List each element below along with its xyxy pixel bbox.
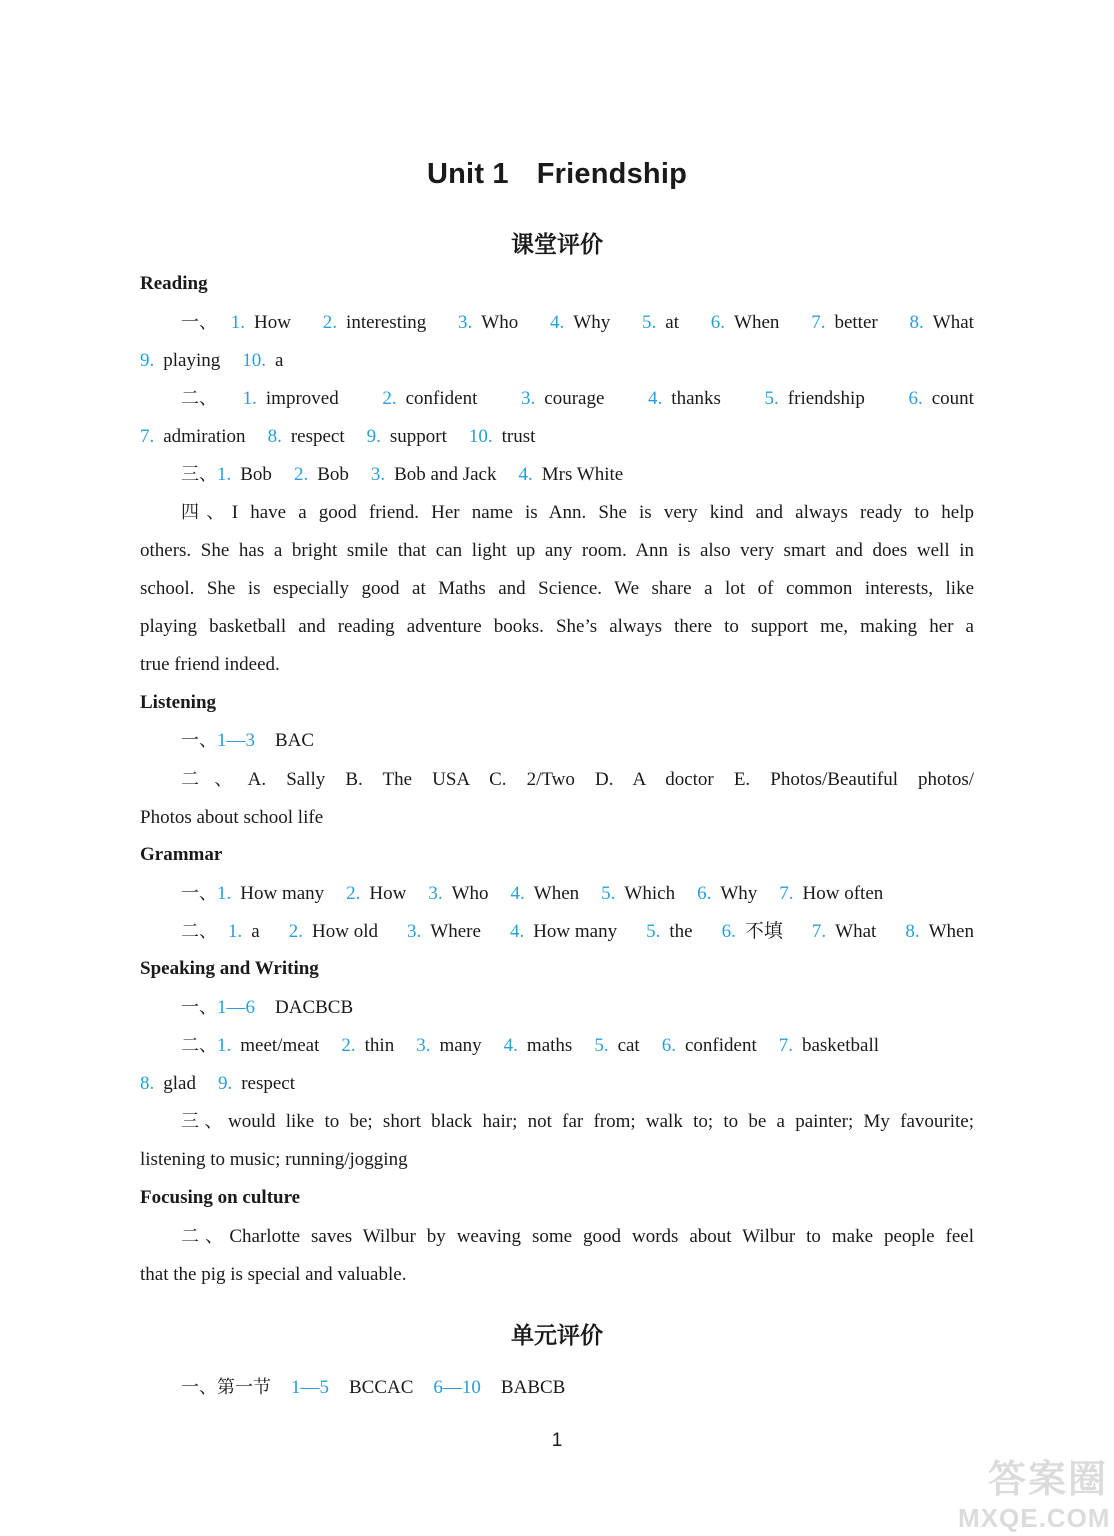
answer-text: Bob bbox=[317, 464, 349, 485]
answer-item bbox=[294, 463, 349, 487]
answer-item bbox=[648, 387, 721, 411]
heading-culture: Focusing on culture bbox=[140, 1187, 301, 1208]
speaking-p2-row2 bbox=[140, 1072, 974, 1096]
answer-text: cat bbox=[617, 1035, 640, 1056]
answer-number: 6 . bbox=[697, 883, 711, 904]
answer-item bbox=[908, 387, 973, 411]
answer-number: 4 . bbox=[511, 883, 525, 904]
answer-text: thanks bbox=[671, 388, 721, 409]
reading-p4-line4: playing basketball and reading adventure books. She’s always there to support me, making her a bbox=[140, 616, 974, 637]
answer-number: 1 . bbox=[217, 1035, 231, 1056]
unit-eval-p1: 一、第一节 1—5 BCCAC 6—10 BABCB bbox=[181, 1377, 566, 1398]
answer-number: 5 . bbox=[642, 312, 656, 333]
answer-text: Which bbox=[624, 883, 676, 904]
answer-item bbox=[779, 1034, 879, 1058]
answer-number: 9 . bbox=[367, 426, 381, 447]
answer-text: a bbox=[251, 921, 260, 942]
answer-text: When bbox=[533, 883, 580, 904]
answer-item bbox=[765, 387, 865, 411]
answer-text: Bob bbox=[240, 464, 272, 485]
answer-number: 8 . bbox=[905, 921, 919, 942]
answer-number: 3 . bbox=[458, 312, 472, 333]
answer-item bbox=[697, 882, 757, 906]
answer-item bbox=[646, 920, 692, 944]
answer-item bbox=[268, 425, 345, 449]
answer-item bbox=[521, 387, 604, 411]
answer-text: meet/meat bbox=[240, 1035, 320, 1056]
answer-item bbox=[242, 349, 283, 373]
answer-number: 5 . bbox=[601, 883, 615, 904]
answer-number: 8 . bbox=[268, 426, 282, 447]
answer-item bbox=[140, 349, 220, 373]
answer-text: improved bbox=[265, 388, 339, 409]
answer-item bbox=[140, 1072, 196, 1096]
answer-item bbox=[243, 387, 339, 411]
answer-number: 7 . bbox=[140, 426, 154, 447]
answer-item bbox=[217, 1034, 319, 1058]
reading-p1-row2 bbox=[140, 349, 974, 373]
answer-item bbox=[722, 920, 783, 944]
answer-number: 8 . bbox=[140, 1073, 154, 1094]
answer-text: How often bbox=[802, 883, 884, 904]
answer-number: 6 . bbox=[711, 312, 725, 333]
answer-item bbox=[217, 882, 324, 906]
answer-number: 4 . bbox=[504, 1035, 518, 1056]
answer-text: friendship bbox=[787, 388, 865, 409]
answer-text: support bbox=[389, 426, 447, 447]
speaking-p3-line1: 三、would like to be; short black hair; not far from; walk to; to be a painter; My favourite; bbox=[181, 1111, 974, 1132]
answer-number: 7 . bbox=[812, 921, 826, 942]
reading-p3-row1: 三、1 . Bob 2 . Bob 3 . Bob and Jack 4 . Mrs White bbox=[181, 463, 974, 487]
answer-number: 3 . bbox=[521, 388, 535, 409]
answer-text: admiration bbox=[163, 426, 246, 447]
reading-p2-row1: 二、 1 . improved 2 . confident 3 . courage 4 . thanks 5 . friendship 6 . count bbox=[181, 387, 974, 411]
answer-item bbox=[346, 882, 406, 906]
answer-number: 9 . bbox=[140, 350, 154, 371]
answer-item bbox=[218, 1072, 295, 1096]
answer-number: 10 . bbox=[469, 426, 493, 447]
answer-number: 3 . bbox=[428, 883, 442, 904]
answer-item bbox=[550, 311, 610, 335]
answer-number: 1 . bbox=[231, 312, 245, 333]
answer-number: 4 . bbox=[519, 464, 533, 485]
answer-text: Bob and Jack bbox=[394, 464, 497, 485]
answer-number: 2 . bbox=[346, 883, 360, 904]
answer-number: 4 . bbox=[648, 388, 662, 409]
answer-text: respect bbox=[290, 426, 345, 447]
answer-item bbox=[382, 387, 477, 411]
answer-number: 7 . bbox=[779, 883, 793, 904]
section-title-unit-eval: 单元评价 bbox=[511, 1323, 603, 1349]
answer-item bbox=[416, 1034, 481, 1058]
answer-item bbox=[779, 882, 883, 906]
answer-text: What bbox=[932, 312, 974, 333]
watermark-url: MXQE.COM bbox=[958, 1503, 1111, 1533]
answer-number: 3 . bbox=[416, 1035, 430, 1056]
culture-p2-line2: that the pig is special and valuable. bbox=[140, 1264, 407, 1285]
speaking-p2-row1: 二、1 . meet/meat 2 . thin 3 . many 4 . maths 5 . cat 6 . confident 7 . basketball bbox=[181, 1034, 974, 1058]
answer-item bbox=[407, 920, 481, 944]
listening-p2-line1: 二、A. Sally B. The USA C. 2/Two D. A doctor E. Photos/Beautiful photos/ bbox=[181, 769, 975, 790]
heading-grammar: Grammar bbox=[140, 844, 223, 865]
answer-number: 1 . bbox=[228, 921, 242, 942]
answer-text: interesting bbox=[346, 312, 427, 333]
answer-text: confident bbox=[405, 388, 478, 409]
answer-text: better bbox=[834, 312, 878, 333]
answer-text: thin bbox=[364, 1035, 395, 1056]
answer-text: Mrs White bbox=[541, 464, 624, 485]
answer-text: How many bbox=[533, 921, 618, 942]
grammar-p1-row1: 一、1 . How many 2 . How 3 . Who 4 . When 5 . Which 6 . Why 7 . How often bbox=[181, 882, 974, 906]
answer-item bbox=[910, 311, 974, 335]
answer-number: 2 . bbox=[323, 312, 337, 333]
listening-p1: 一、1—3 BAC bbox=[181, 730, 315, 751]
answer-number: 1 . bbox=[217, 883, 231, 904]
answer-item bbox=[504, 1034, 573, 1058]
answer-item bbox=[601, 882, 675, 906]
answer-item bbox=[511, 882, 580, 906]
answer-item bbox=[711, 311, 780, 335]
answer-number: 3 . bbox=[371, 464, 385, 485]
answer-item bbox=[289, 920, 378, 944]
answer-number: 3 . bbox=[407, 921, 421, 942]
answer-item bbox=[140, 425, 246, 449]
answer-item bbox=[217, 463, 272, 487]
answer-item bbox=[510, 920, 617, 944]
heading-speaking-writing: Speaking and Writing bbox=[140, 958, 319, 979]
answer-item bbox=[594, 1034, 639, 1058]
answer-item bbox=[662, 1034, 757, 1058]
speaking-p1: 一、1—6 DACBCB bbox=[181, 997, 354, 1018]
answer-text: courage bbox=[544, 388, 605, 409]
speaking-p3-line2: listening to music; running/jogging bbox=[140, 1149, 408, 1170]
answer-text: How bbox=[369, 883, 407, 904]
answer-item bbox=[469, 425, 536, 449]
answer-text: How many bbox=[240, 883, 325, 904]
answer-text: Why bbox=[720, 883, 758, 904]
answer-text: Who bbox=[451, 883, 489, 904]
answer-item bbox=[341, 1034, 394, 1058]
listening-p2-line2: Photos about school life bbox=[140, 807, 324, 828]
answer-text: at bbox=[665, 312, 679, 333]
answer-item bbox=[323, 311, 426, 335]
answer-item bbox=[231, 311, 291, 335]
section-title-classroom: 课堂评价 bbox=[511, 232, 603, 258]
culture-p2-line1: 二、Charlotte saves Wilbur by weaving some good words about Wilbur to make people feel bbox=[181, 1226, 975, 1247]
answer-text: playing bbox=[163, 350, 221, 371]
answer-item bbox=[228, 920, 260, 944]
answer-item bbox=[458, 311, 518, 335]
reading-p4-line2: others. She has a bright smile that can light up any room. Ann is also very smart and does well in bbox=[140, 540, 974, 561]
answer-number: 2 . bbox=[289, 921, 303, 942]
answer-number: 6 . bbox=[908, 388, 922, 409]
answer-number: 2 . bbox=[382, 388, 396, 409]
page-title: Unit 1 Friendship bbox=[427, 158, 687, 190]
answer-item bbox=[642, 311, 679, 335]
grammar-p2-row1: 二、 1 . a 2 . How old 3 . Where 4 . How many 5 . the 6 . 不填 7 . What 8 . When bbox=[181, 920, 974, 944]
answer-text: a bbox=[275, 350, 284, 371]
answer-item bbox=[367, 425, 447, 449]
answer-text: many bbox=[439, 1035, 482, 1056]
answer-item bbox=[428, 882, 488, 906]
answer-text: How old bbox=[312, 921, 378, 942]
answer-number: 5 . bbox=[594, 1035, 608, 1056]
reading-p4-line1: 四、I have a good friend. Her name is Ann. She is very kind and always ready to help bbox=[181, 502, 975, 523]
answer-text: What bbox=[835, 921, 877, 942]
answer-number: 7 . bbox=[779, 1035, 793, 1056]
watermark-logo bbox=[958, 1448, 1111, 1533]
answer-number: 9 . bbox=[218, 1073, 232, 1094]
answer-number: 2 . bbox=[341, 1035, 355, 1056]
answer-text: When bbox=[734, 312, 780, 333]
answer-number: 4 . bbox=[550, 312, 564, 333]
answer-text: glad bbox=[163, 1073, 196, 1094]
answer-text: basketball bbox=[801, 1035, 880, 1056]
answer-number: 7 . bbox=[811, 312, 825, 333]
answer-number: 5 . bbox=[765, 388, 779, 409]
page-number: 1 bbox=[551, 1430, 563, 1451]
answer-text: Who bbox=[481, 312, 519, 333]
watermark-text: 答案圈 bbox=[987, 1457, 1108, 1501]
answer-number: 6 . bbox=[662, 1035, 676, 1056]
answer-number: 2 . bbox=[294, 464, 308, 485]
answer-item bbox=[811, 311, 878, 335]
answer-number: 5 . bbox=[646, 921, 660, 942]
heading-listening: Listening bbox=[140, 692, 217, 713]
answer-item bbox=[812, 920, 876, 944]
answer-text: confident bbox=[684, 1035, 757, 1056]
reading-p1-row1: 一、 1 . How 2 . interesting 3 . Who 4 . Why 5 . at 6 . When 7 . better 8 . What bbox=[181, 311, 974, 335]
answer-number: 10 . bbox=[242, 350, 266, 371]
answer-text: trust bbox=[501, 426, 536, 447]
reading-p4-line5: true friend indeed. bbox=[140, 654, 280, 675]
answer-text: count bbox=[931, 388, 974, 409]
answer-item bbox=[371, 463, 497, 487]
reading-p4-line3: school. She is especially good at Maths and Science. We share a lot of common interests, like bbox=[140, 578, 974, 599]
answer-item bbox=[905, 920, 974, 944]
answer-text: Where bbox=[430, 921, 481, 942]
answer-number: 4 . bbox=[510, 921, 524, 942]
answer-text: How bbox=[254, 312, 291, 333]
heading-reading: Reading bbox=[140, 273, 208, 294]
answer-text: Why bbox=[573, 312, 611, 333]
reading-p2-row2 bbox=[140, 425, 974, 449]
answer-text: the bbox=[669, 921, 693, 942]
answer-number: 1 . bbox=[217, 464, 231, 485]
answer-text: maths bbox=[526, 1035, 573, 1056]
answer-text: When bbox=[928, 921, 974, 942]
answer-number: 6 . bbox=[722, 921, 736, 942]
answer-number: 1 . bbox=[243, 388, 257, 409]
answer-text: 不填 bbox=[744, 921, 783, 942]
answer-text: respect bbox=[241, 1073, 296, 1094]
answer-number: 8 . bbox=[910, 312, 924, 333]
answer-item bbox=[519, 463, 624, 487]
